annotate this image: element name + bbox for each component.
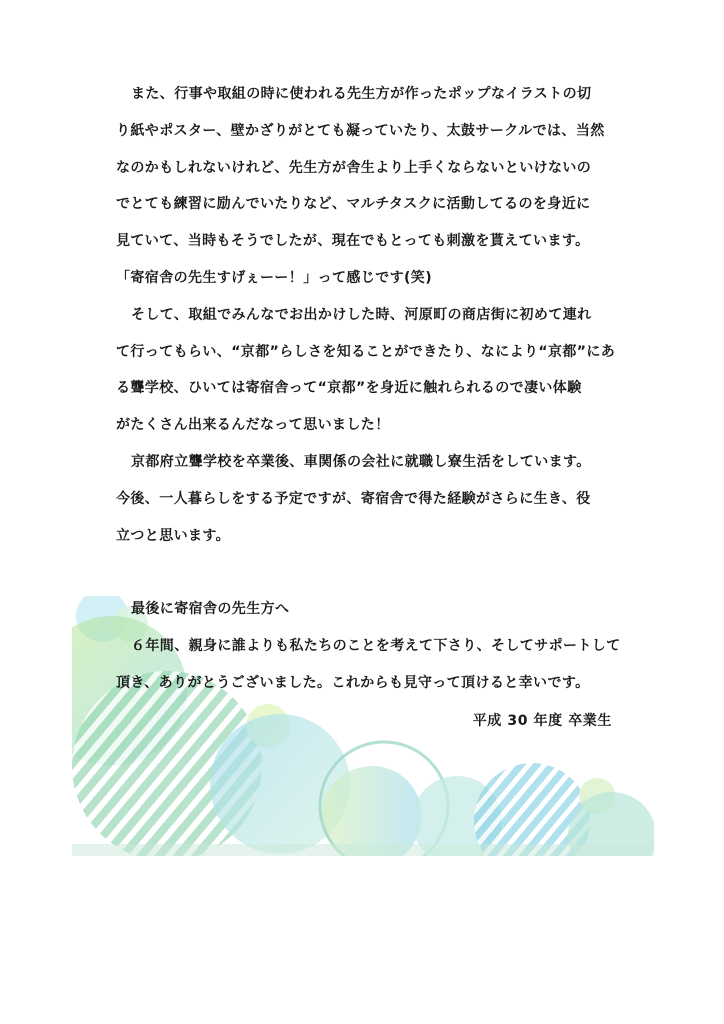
paragraph-line: 立つと思います。 xyxy=(116,527,231,544)
paragraph-line: 見ていて、当時もそうでしたが、現在でもとっても刺激を貰えています。 xyxy=(116,233,590,250)
paragraph-line: ６年間、親身に誰よりも私たちのことを考えて下さり、そしてサポートして xyxy=(131,637,621,654)
paragraph-line: 今後、一人暮らしをする予定ですが、寄宿舎で得た経験がさらに生き、役 xyxy=(116,490,591,507)
paragraph-line: る聾学校、ひいては寄宿舎って“京都”を身近に触れられるので凄い体験 xyxy=(116,380,582,397)
paragraph-line: 「寄宿舎の先生すげぇーー！」って感じです(笑) xyxy=(116,269,432,286)
paragraph-line: そして、取組でみんなでお出かけした時、河原町の商店街に初めて連れ xyxy=(131,306,592,323)
paragraph-line: でとても練習に励んでいたりなど、マルチタスクに活動してるのを身近に xyxy=(116,196,591,213)
closing-heading: 最後に寄宿舎の先生方へ xyxy=(131,601,290,618)
paragraph-line: て行ってもらい、“京都”らしさを知ることができたり、なにより“京都”にあ xyxy=(116,343,616,360)
paragraph-line: り紙やポスター、壁かざりがとても凝っていたり、太鼓サークルでは、当然 xyxy=(116,122,605,139)
letter-body xyxy=(116,76,621,702)
blank-line xyxy=(116,554,616,591)
paragraph-line: がたくさん出来るんだなって思いました！ xyxy=(116,417,390,434)
paragraph-line: 頂き、ありがとうございました。これからも見守って頂けると幸いです。 xyxy=(116,674,590,691)
paragraph-line: 京都府立聾学校を卒業後、車関係の会社に就職し寮生活をしています。 xyxy=(131,453,591,470)
paragraph-line: なのかもしれないけれど、先生方が舎生より上手くならないといけないの xyxy=(116,159,592,176)
signature: 平成 30 年度 卒業生 xyxy=(472,713,612,729)
paragraph-line: また、行事や取組の時に使われる先生方が作ったポップなイラストの切 xyxy=(131,86,592,102)
